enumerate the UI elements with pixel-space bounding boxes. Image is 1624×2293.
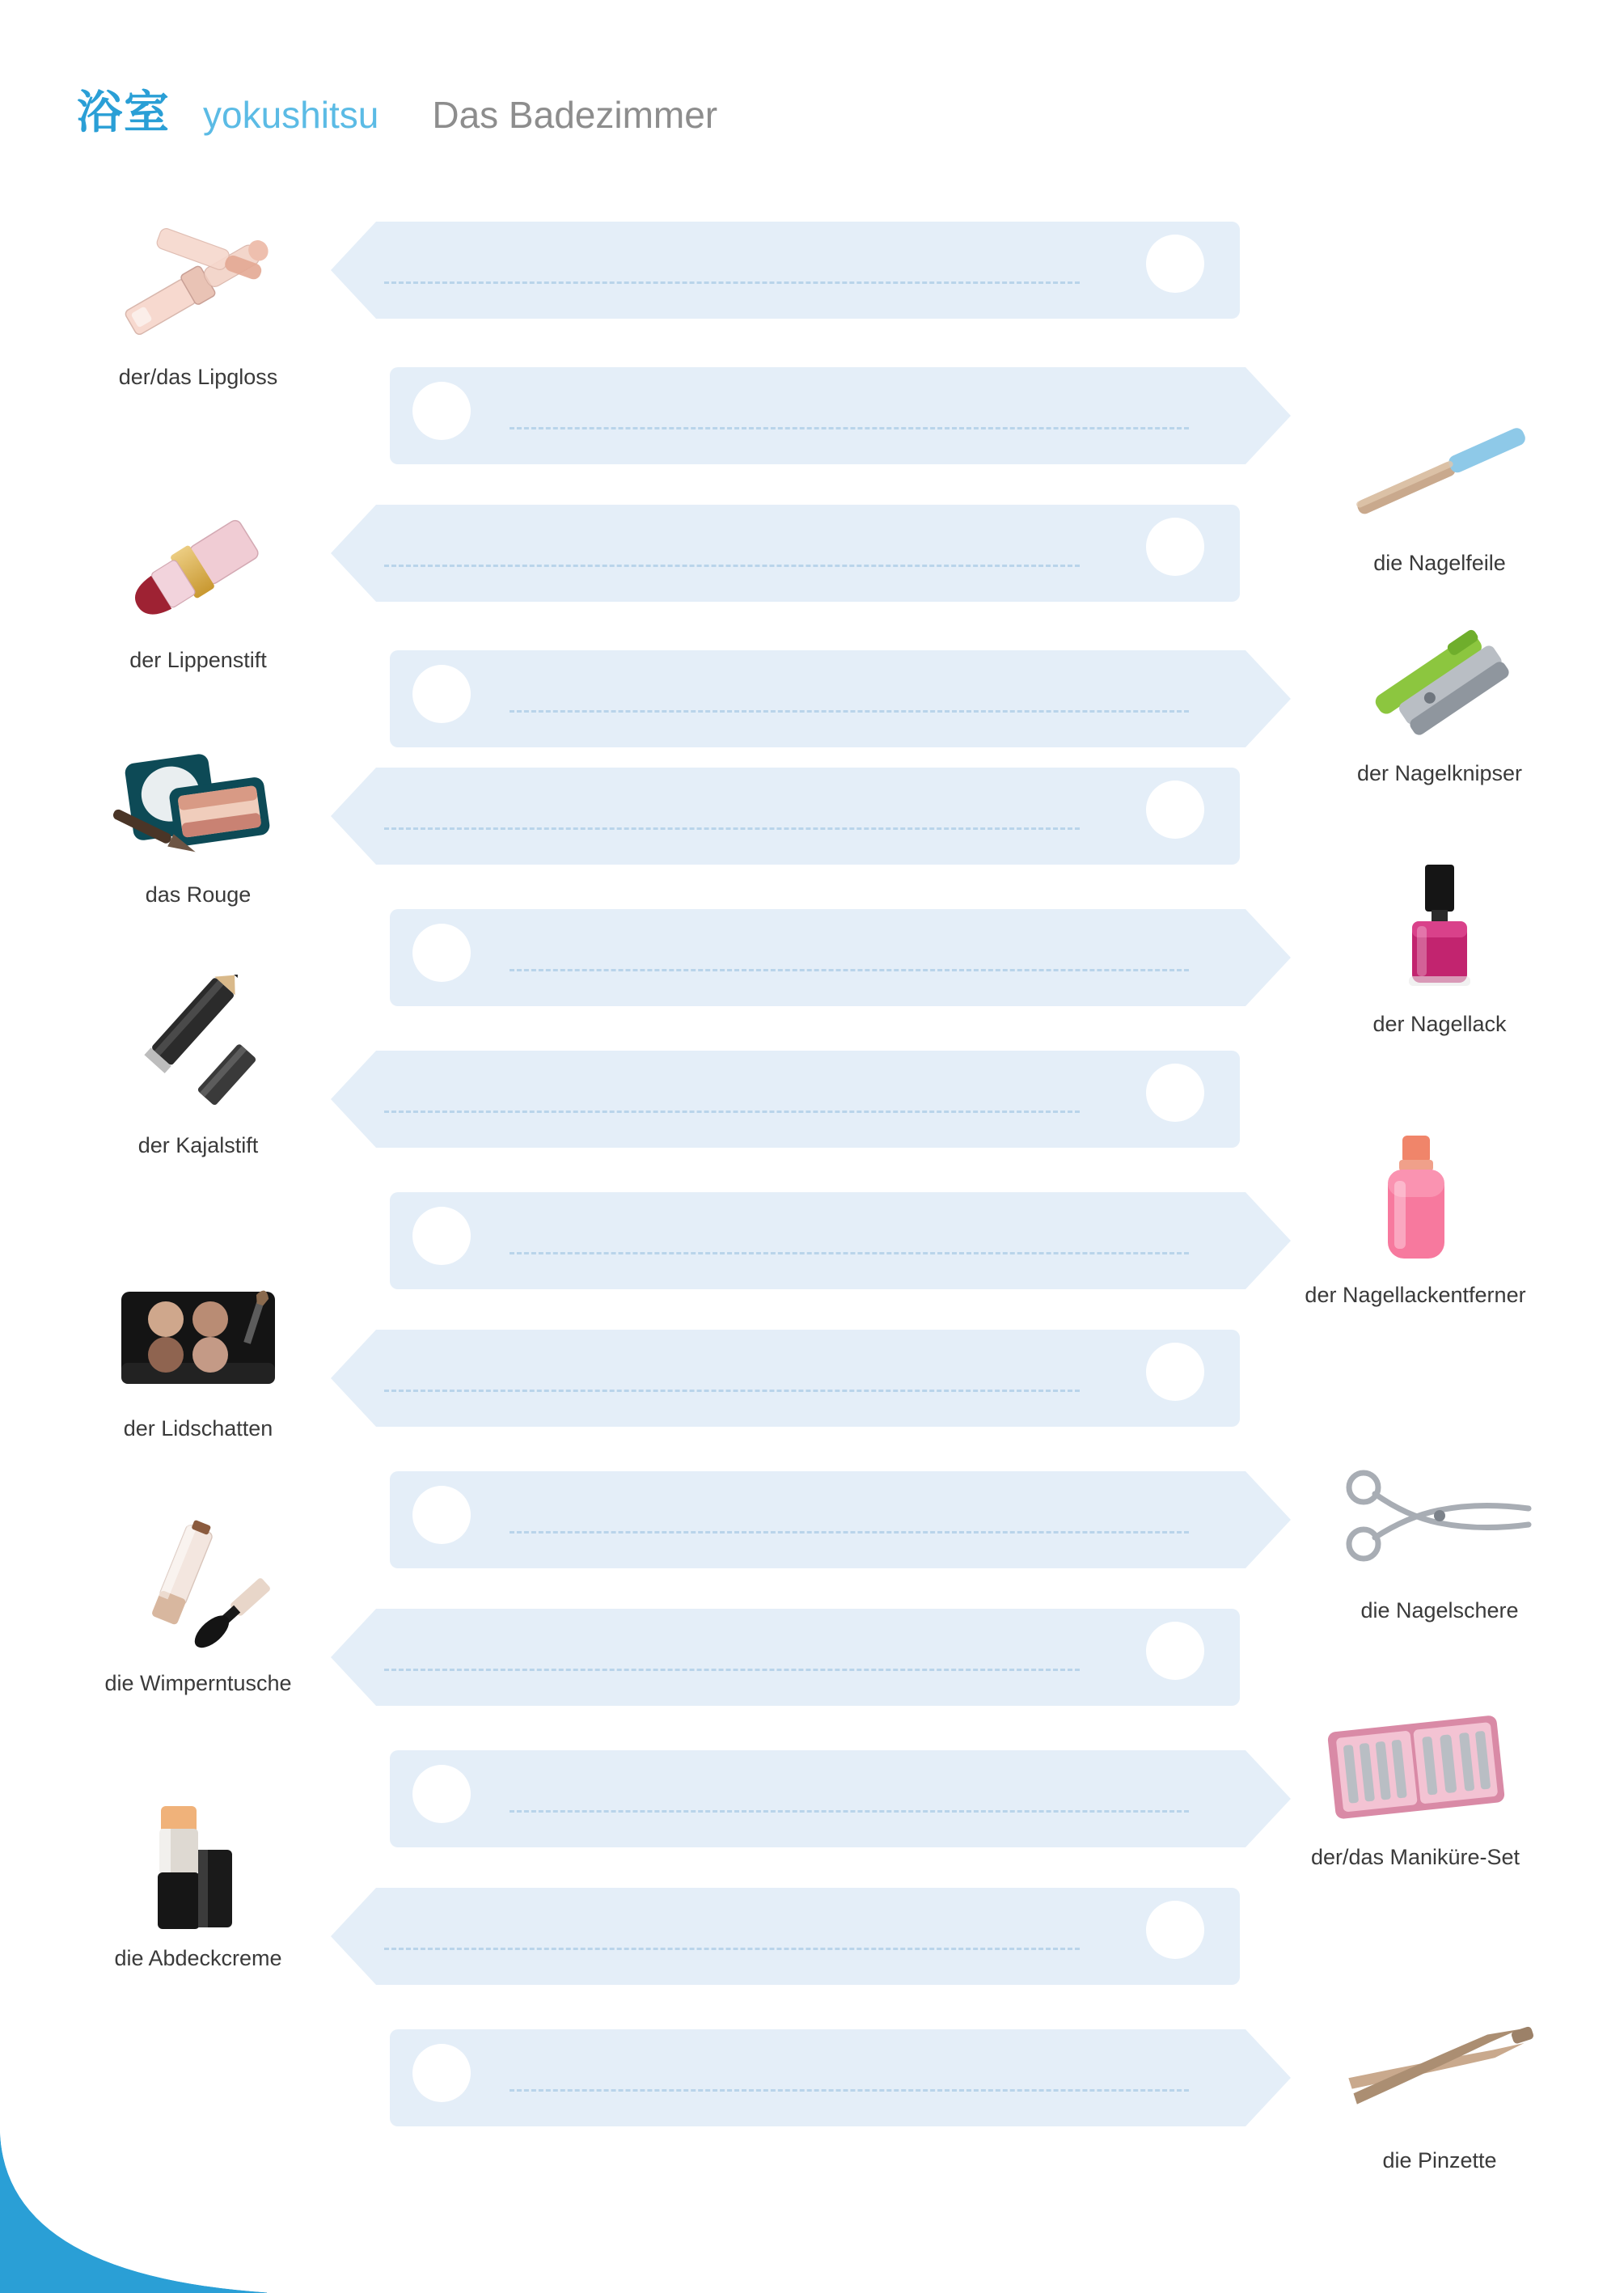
mascara-icon [77,1521,319,1666]
vocab-item-wimperntusche [77,1521,319,1696]
vocab-label-manikuere-set: der/das Maniküre-Set [1310,1845,1520,1869]
vocab-label-pinzette: die Pinzette [1382,2148,1497,2172]
lipstick-icon [77,497,319,643]
answer-field-6[interactable] [388,906,1294,1001]
vocab-item-abdeckcreme [77,1796,319,1971]
vocab-item-lippenstift [77,497,319,673]
vocab-item-nagellackentferner [1294,1132,1537,1308]
answer-field-11[interactable] [328,1606,1241,1701]
answer-line-7 [384,1111,1080,1113]
blush-compact-icon [77,732,319,878]
vocab-item-nagellack [1318,861,1561,1037]
lipgloss-icon [77,214,319,360]
header-romaji: yokushitsu [203,94,379,136]
answer-line-11 [384,1669,1080,1671]
answer-line-3 [384,565,1080,567]
answer-field-9[interactable] [328,1326,1241,1422]
nail-polish-remover-icon [1294,1132,1537,1278]
nail-polish-icon [1318,861,1561,1007]
answer-field-12[interactable] [388,1747,1294,1842]
manicure-set-icon [1294,1694,1537,1840]
answer-line-9 [384,1390,1080,1392]
vocab-item-kajalstift [77,983,319,1158]
eyeshadow-palette-icon [77,1266,319,1411]
vocab-label-abdeckcreme: die Abdeckcreme [114,1946,282,1970]
concealer-icon [77,1796,319,1941]
vocab-item-pinzette [1318,1998,1561,2173]
vocab-label-nagellack: der Nagellack [1372,1012,1507,1036]
answer-field-13[interactable] [328,1885,1241,1980]
nail-scissors-icon [1318,1448,1561,1593]
answer-field-14[interactable] [388,2026,1294,2122]
vocab-label-nagelschere: die Nagelschere [1360,1598,1519,1622]
answer-line-1 [384,281,1080,284]
vocab-item-nagelfeile [1318,400,1561,576]
nail-file-icon [1318,400,1561,546]
vocab-item-lidschatten [77,1266,319,1441]
answer-line-6 [510,969,1189,971]
vocab-label-rouge: das Rouge [145,882,252,907]
answer-field-10[interactable] [388,1468,1294,1563]
answer-field-3[interactable] [328,501,1241,597]
vocab-item-nagelschere [1318,1448,1561,1623]
answer-field-8[interactable] [388,1189,1294,1284]
answer-field-5[interactable] [328,764,1241,860]
vocab-label-wimperntusche: die Wimperntusche [104,1671,292,1695]
vocab-label-nagelfeile: die Nagelfeile [1373,551,1506,575]
answer-field-2[interactable] [388,364,1294,459]
eyeliner-pencil-icon [77,983,319,1128]
answer-line-4 [510,710,1189,713]
vocab-label-lippenstift: der Lippenstift [129,648,267,672]
nail-clipper-icon [1318,611,1561,756]
vocab-label-lipgloss: der/das Lipgloss [118,365,278,389]
vocab-item-rouge [77,732,319,907]
header-kanji: 浴室 [77,87,171,137]
answer-line-13 [384,1948,1080,1950]
vocab-item-nagelknipser [1318,611,1561,786]
vocab-label-nagellackentferner: der Nagellackentferner [1305,1283,1526,1307]
answer-field-7[interactable] [328,1047,1241,1143]
answer-field-1[interactable] [328,218,1241,314]
answer-line-5 [384,827,1080,830]
vocab-label-lidschatten: der Lidschatten [123,1416,273,1441]
answer-field-4[interactable] [388,647,1294,742]
page-header [77,77,717,142]
answer-line-10 [510,1531,1189,1534]
vocab-label-kajalstift: der Kajalstift [137,1133,259,1157]
vocab-item-lipgloss [77,214,319,390]
answer-line-2 [510,427,1189,429]
answer-line-12 [510,1810,1189,1813]
page-number: 46 [78,2208,114,2244]
page-title: Das Badezimmer [432,94,718,136]
tweezers-icon [1318,1998,1561,2143]
answer-line-8 [510,1252,1189,1254]
vocab-item-manikuere-set [1294,1694,1537,1870]
page-corner [0,2050,267,2293]
vocab-label-nagelknipser: der Nagelknipser [1356,761,1523,785]
answer-line-14 [510,2089,1189,2092]
